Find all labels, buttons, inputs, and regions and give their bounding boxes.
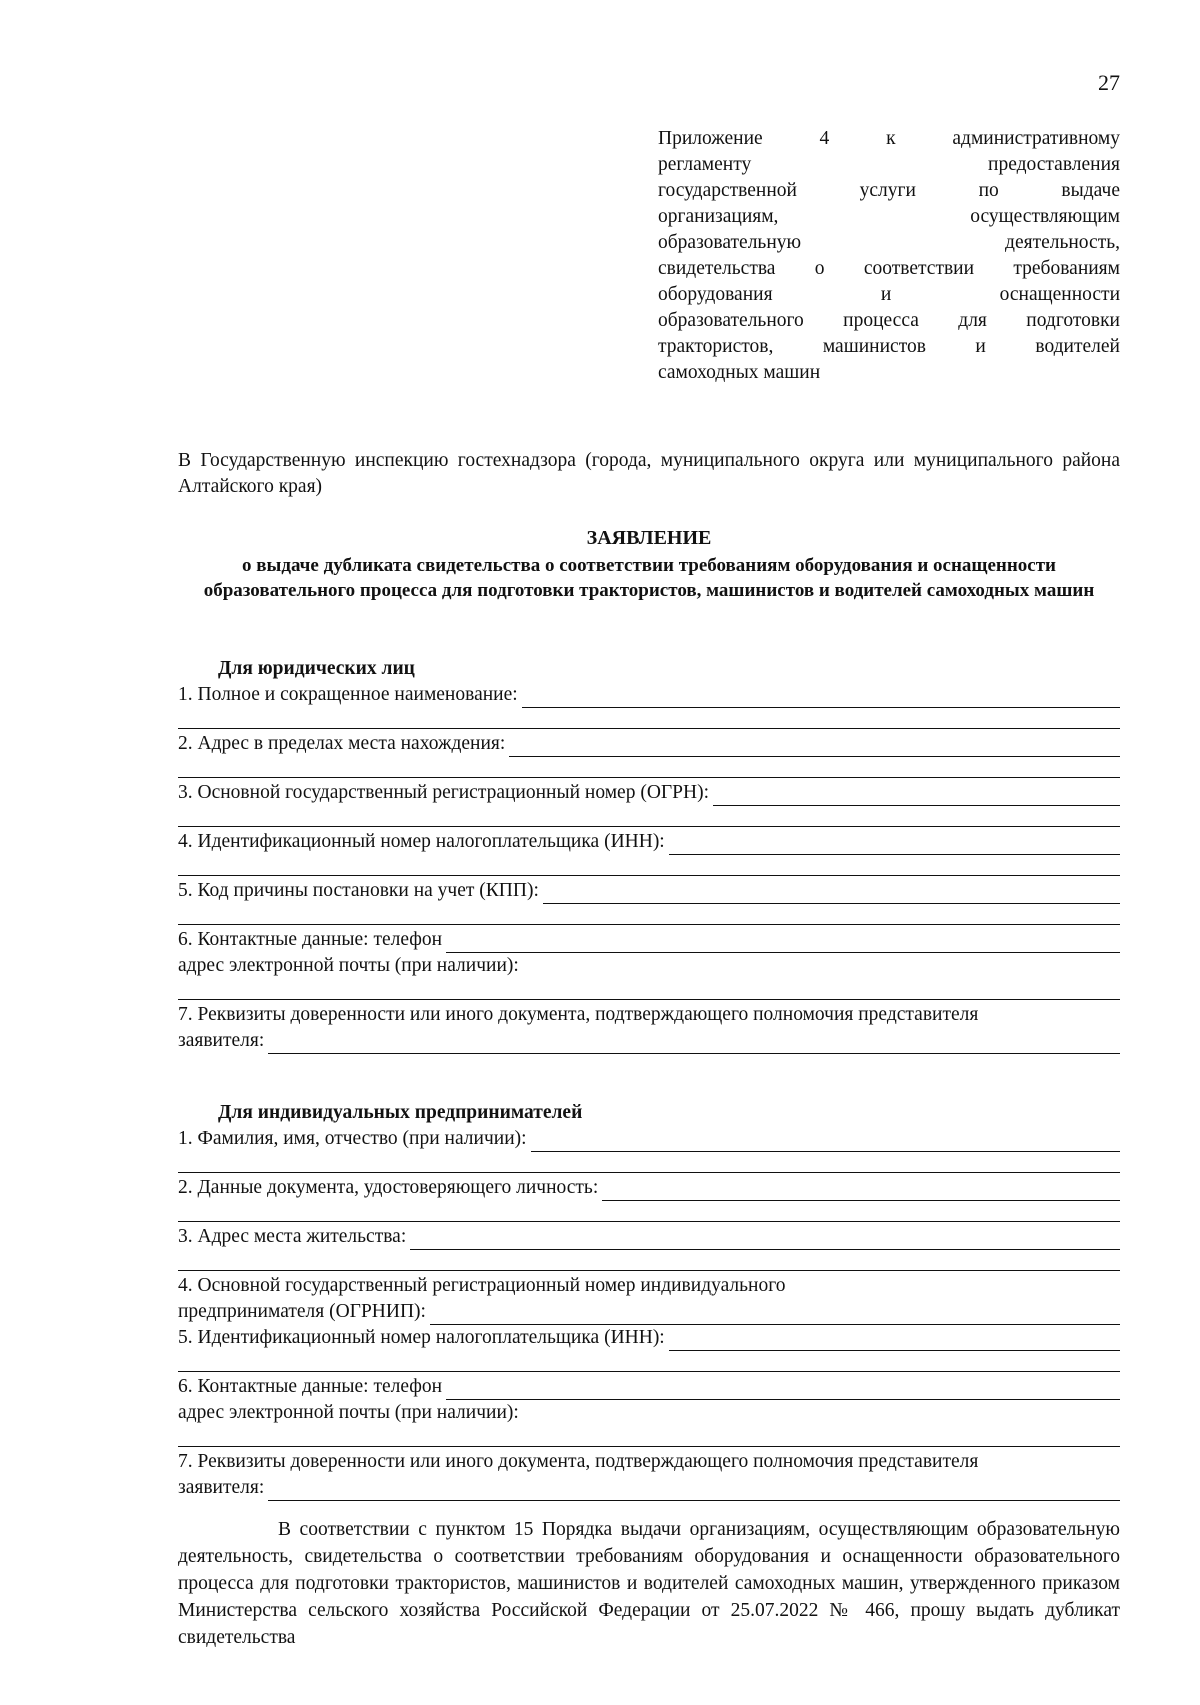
appendix-line: самоходных машин [658,362,821,383]
appendix-line: государственной услуги по выдаче [658,180,1120,201]
ie-inn-field [178,1325,1120,1351]
ie-email-label: адрес электронной почты (при наличии): [178,1402,519,1423]
ie-full-name-input[interactable] [531,1131,1120,1152]
addressee: В Государственную инспекцию гостехнадзора (города, муниципального округа или муниципального района Алтайского края) [178,450,1120,497]
legal-phone-input[interactable] [446,932,1120,953]
field-label: 1. Фамилия, имя, отчество (при наличии): [178,1128,527,1149]
field-label: предпринимателя (ОГРНИП): [178,1301,426,1322]
ie-ogrnip-input[interactable] [430,1304,1120,1325]
appendix-header [658,126,1120,386]
field-label: 3. Адрес места жительства: [178,1226,407,1247]
legal-proxy-field [178,1028,1120,1054]
legal-inn-field [178,829,1120,855]
field-label: 3. Основной государственный регистрационный номер (ОГРН): [178,782,710,803]
legal-proxy-input[interactable] [268,1033,1120,1054]
individual-entrepreneur-section [178,1100,1120,1501]
legal-full-name-input[interactable] [522,687,1120,708]
legal-ogrn-input[interactable] [713,785,1120,806]
ie-address-input[interactable] [410,1229,1120,1250]
appendix-line: оборудования и оснащенности [658,284,1120,305]
ie-proxy-input[interactable] [268,1480,1120,1501]
appendix-line: образовательного процесса для подготовки [658,310,1120,331]
ie-proxy-label: 7. Реквизиты доверенности или иного документа, подтверждающего полномочия представителя [178,1451,979,1472]
appendix-line: Приложение 4 к административному [658,128,1120,149]
appendix-line: организациям, осуществляющим [658,206,1120,227]
legal-kpp-field [178,878,1120,904]
field-label: заявителя: [178,1477,265,1498]
field-label: 6. Контактные данные: телефон [178,929,443,950]
field-label: 4. Идентификационный номер налогоплательщика (ИНН): [178,831,665,852]
field-label: 2. Данные документа, удостоверяющего личность: [178,1177,599,1198]
legal-address-field [178,731,1120,757]
ie-address-field [178,1224,1120,1250]
ie-phone-field [178,1374,1120,1400]
field-label: 2. Адрес в пределах места нахождения: [178,733,506,754]
legal-email-label: адрес электронной почты (при наличии): [178,955,519,976]
field-label: заявителя: [178,1030,265,1051]
legal-phone-field [178,927,1120,953]
ie-full-name-field [178,1126,1120,1152]
legal-kpp-input[interactable] [543,883,1120,904]
legal-entity-heading: Для юридических лиц [218,658,415,679]
legal-entity-section [178,656,1120,1054]
ie-ogrnip-field [178,1299,1120,1325]
appendix-line: трактористов, машинистов и водителей [658,336,1120,357]
ie-phone-input[interactable] [446,1379,1120,1400]
document-title: ЗАЯВЛЕНИЕ [586,527,712,549]
appendix-line: регламенту предоставления [658,154,1120,175]
legal-inn-input[interactable] [669,834,1120,855]
ie-id-document-input[interactable] [602,1180,1120,1201]
field-label: 6. Контактные данные: телефон [178,1376,443,1397]
appendix-line: образовательную деятельность, [658,232,1120,253]
legal-full-name-field [178,682,1120,708]
ie-proxy-field [178,1475,1120,1501]
field-label: 1. Полное и сокращенное наименование: [178,684,518,705]
ie-inn-input[interactable] [669,1330,1120,1351]
individual-heading: Для индивидуальных предпринимателей [218,1102,583,1123]
legal-ogrn-field [178,780,1120,806]
ie-id-document-field [178,1175,1120,1201]
field-label: 5. Код причины постановки на учет (КПП): [178,880,539,901]
closing-paragraph: В соответствии с пунктом 15 Порядка выдачи организациям, осуществляющим образовательную деятельность, свидетельства о соответствии требованиям оборудования и оснащенности образовательного процесса для подготовки трактористов, машинистов и водителей самоходных машин, утвержденного приказом Министерства сельского хозяйства Российской Федерации от 25.07.2022 № 466, прошу выдать дубликат свидетельства [178,1519,1120,1648]
appendix-line: свидетельства о соответствии требованиям [658,258,1120,279]
field-label: 5. Идентификационный номер налогоплательщика (ИНН): [178,1327,665,1348]
document-subtitle: о выдаче дубликата свидетельства о соответствии требованиям оборудования и оснащенности образовательного процесса для подготовки трактористов, машинистов и водителей самоходных машин [203,555,1095,601]
ie-ogrnip-label: 4. Основной государственный регистрационный номер индивидуального [178,1275,786,1296]
page-number: 27 [1098,70,1120,95]
legal-address-input[interactable] [509,736,1120,757]
legal-proxy-label: 7. Реквизиты доверенности или иного документа, подтверждающего полномочия представителя [178,1004,979,1025]
